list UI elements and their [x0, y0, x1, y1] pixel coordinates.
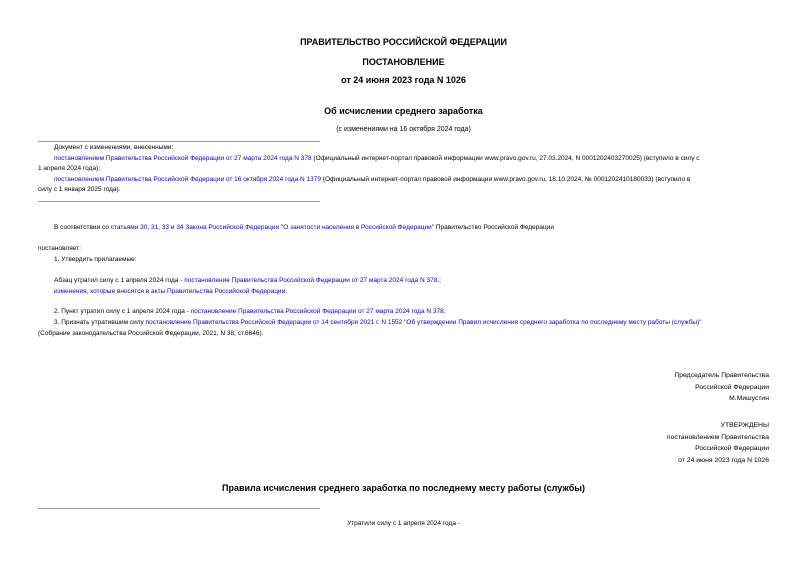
- signature-block: [674, 370, 769, 405]
- paragraph-3: 3. Признать утратившим силу постановление Правительства Российской Федерации от 14 сентября 2021 г. N 1552 "Об утверждении Правил исчисления среднего заработка по последнему месту работы (службы)" (Собрание законодательства Российской Федерации, 2021, N 38, ст.6646).: [38, 319, 702, 337]
- rules-title: Правила исчисления среднего заработка по последнему месту работы (службы): [222, 483, 585, 493]
- approval-date: от 24 июня 2023 года N 1026: [678, 456, 769, 464]
- decree-378-link-2[interactable]: постановление Правительства Российской Федерации от 27 марта 2024 года N 378: [190, 308, 444, 315]
- revision-note: (с изменениями на 16 октября 2024 года): [336, 126, 471, 133]
- change-item-2-cont: силу с 1 января 2025 года).: [38, 186, 121, 193]
- signature-position: Председатель Правительства: [674, 372, 769, 379]
- government-heading: ПРАВИТЕЛЬСТВО РОССИЙСКОЙ ФЕДЕРАЦИИ: [300, 37, 507, 47]
- change-link-2[interactable]: постановлением Правительства Российской Федерации от 16 октября 2024 года N 1379: [54, 175, 321, 183]
- preamble: В соответствии со статьями 30, 31, 33 и 34 Закона Российской Федерации "О занятости населения в Российской Федерации" Правительство Российской Федерации: [54, 224, 555, 231]
- law-articles-link[interactable]: статьями 30, 31, 33: [110, 224, 170, 231]
- change-item-1-cont: 1 апреля 2024 года);: [38, 165, 101, 172]
- divider-top: [38, 141, 320, 142]
- approval-block: [667, 420, 769, 466]
- approval-line-2: постановлением Правительства: [666, 433, 769, 441]
- divider-bottom: [38, 201, 320, 202]
- approval-title: УТВЕРЖДЕНЫ: [720, 422, 769, 429]
- change-item-1: постановлением Правительства Российской Федерации от 27 марта 2024 года N 378 (Официальный интернет-портал правовой информации www.pravo.gov.ru, 27.03.2024, N 0001202403270025) (вступило в силу с: [54, 154, 700, 162]
- signature-name: М.Мишустин: [729, 395, 769, 402]
- doc-type-heading: ПОСТАНОВЛЕНИЕ: [362, 57, 445, 67]
- signature-country: Российской Федерации: [695, 383, 769, 391]
- decrees-word: постановляет:: [38, 245, 81, 252]
- divider-rules: [38, 508, 320, 509]
- decree-378-link[interactable]: постановление Правительства Российской Федерации от 27 марта 2024 года N 378: [184, 277, 438, 284]
- paragraph-1-sub: Абзац утратил силу с 1 апреля 2024 года - постановление Правительства Российской Федерации от 27 марта 2024 года N 378.; изменения, которые вносятся в акты Правительства Российской Федерации.: [54, 277, 441, 295]
- change-link-1[interactable]: постановлением Правительства Российской Федерации от 27 марта 2024 года N 378: [54, 154, 312, 162]
- date-number-heading: от 24 июня 2023 года N 1026: [341, 75, 466, 85]
- change-item-2: постановлением Правительства Российской Федерации от 16 октября 2024 года N 1379 (Официальный интернет-портал правовой информации www.pravo.gov.ru, 18.10.2024, № 0001202410180033) (вступило в: [54, 175, 691, 183]
- decree-1552-link[interactable]: постановление Правительства Российской Федерации от 14 сентября 2021 г. N 1552 "Об утверждении Правил исчисления среднего заработка по последнему месту работы (службы)": [145, 319, 702, 326]
- rules-repealed-note: Утратили силу с 1 апреля 2024 года -: [347, 520, 460, 527]
- approval-line-3: Российской Федерации: [695, 445, 769, 452]
- changes-intro: Документ с изменениями, внесенными:: [54, 144, 174, 151]
- changes-block: [38, 143, 770, 196]
- amendments-link[interactable]: изменения, которые вносятся в акты Правительства Российской Федерации: [54, 287, 286, 295]
- paragraph-1: 1. Утвердить прилагаемые:: [54, 256, 137, 263]
- employment-law-link[interactable]: 34 Закона Российской Федерации "О занятости населения в Российской Федерации": [176, 224, 435, 231]
- document-title: Об исчислении среднего заработка: [324, 106, 483, 116]
- paragraph-2: 2. Пункт утратил силу с 1 апреля 2024 года - постановление Правительства Российской Федерации от 27 марта 2024 года N 378.: [54, 308, 446, 315]
